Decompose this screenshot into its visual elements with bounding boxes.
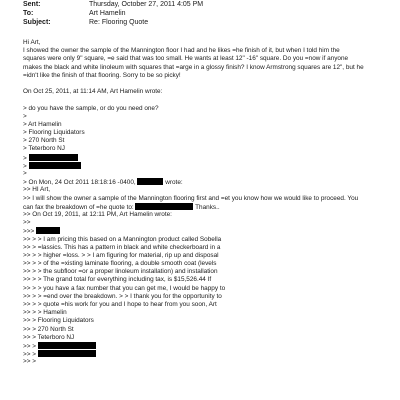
quote-header: On Oct 25, 2011, at 11:14 AM, Art Hamelin wrote:	[23, 88, 163, 96]
on-mon-prefix: > On Mon, 24 Oct 2011 18:18:16 -0400,	[23, 179, 136, 187]
show-line: >> I will show the owner a sample of the Mannington flooring first and =et you know how we would like to proceed. You	[23, 194, 359, 202]
para-line: makes the black and white linoleum with squares that =arge in a glossy finish? I know Armstrong squares are 12", but he	[23, 63, 364, 71]
redaction-box	[29, 154, 78, 161]
redacted-line	[23, 154, 395, 162]
signature-line: > Teterboro NJ	[23, 145, 65, 153]
signature-line: >> > Flooring Liquidators	[23, 317, 94, 325]
subject-value: Re: Flooring Quote	[89, 19, 149, 26]
quoted-line: >> > > the subfloor =or a proper linoleum installation) and installation	[23, 268, 218, 276]
redacted-line	[23, 350, 395, 358]
redaction-box	[38, 350, 96, 357]
to-value: Art Hamelin	[89, 10, 126, 17]
quoted-line: >> > > I am pricing this based on a Mannington product called Sobella	[23, 235, 222, 243]
quoted-line: >> > > =end over the breakdown. > > I thank you for the opportunity to	[23, 292, 222, 300]
signature-line: >> > Teterboro NJ	[23, 333, 75, 341]
quote-marker: >> >	[23, 351, 36, 359]
redaction-box	[36, 227, 60, 234]
quote-marker: >	[23, 112, 27, 120]
fax-prefix: can fax the breakdown of =he quote to:	[23, 203, 134, 211]
quoted-line: >> > > Hamelin	[23, 309, 67, 317]
to-label: To:	[23, 10, 34, 17]
signature-line: > Art Hamelin	[23, 120, 62, 128]
redaction-box	[135, 203, 193, 210]
redaction-box	[137, 178, 163, 185]
subject-label: Subject:	[23, 19, 51, 26]
quote-marker: >	[23, 162, 27, 170]
quoted-line: >> > > you have a fax number that you can get me, I would be happy to	[23, 284, 226, 292]
para-line: I showed the owner the sample of the Mannington floor I had and he likes =he finish of it, but when I told him the	[23, 47, 340, 55]
redacted-line	[23, 162, 395, 170]
oct19-line: >> On Oct 19, 2011, at 12:11 PM, Art Hamelin wrote:	[23, 210, 172, 218]
quoted-line: >> > =lassics. This has a pattern in black and white checkerboard in a	[23, 243, 221, 251]
fax-line	[23, 203, 395, 211]
sent-value: Thursday, October 27, 2011 4:05 PM	[89, 1, 204, 8]
hi-art-line: >> HI Art,	[23, 186, 50, 194]
quote-marker: >	[23, 154, 27, 162]
quoted-line: >> > > The grand total for everything including tax, is $15,526.44 If	[23, 276, 212, 284]
para-line: squares were only 9" square, =e said that was too small. He wants at least 12" -16" square. Do you =now if anyone	[23, 55, 349, 63]
redacted-line	[23, 342, 395, 350]
quoted-line: >> > > of the =xisting laminate flooring, a double smooth coat (levels	[23, 260, 217, 268]
quote-marker: >	[23, 170, 27, 177]
quote-marker: >> >	[23, 358, 36, 366]
quoted-question: > do you have the sample, or do you need one?	[23, 104, 159, 112]
on-mon-line	[23, 178, 395, 186]
redaction-box	[29, 162, 81, 169]
signature-line: > Flooring Liquidators	[23, 129, 85, 137]
sent-label: Sent:	[23, 1, 41, 8]
para-line: =idn't like the finish of that flooring. Sorry to be so picky!	[23, 71, 181, 79]
fax-suffix: Thanks..	[195, 203, 220, 211]
quote-marker: >>>	[23, 228, 35, 236]
quote-marker: >> >	[23, 342, 36, 350]
greeting: Hi Art,	[23, 39, 41, 46]
email-body	[23, 39, 395, 367]
quoted-line: >> > > quote =his work for you and I hope to hear from you soon, Art	[23, 301, 217, 308]
redaction-box	[38, 342, 96, 349]
on-mon-suffix: wrote:	[165, 179, 183, 187]
quoted-line: >> > > higher =loss. > > I am figuring for material, rip up and disposal	[23, 251, 219, 259]
quote-marker: >>	[23, 219, 31, 227]
redacted-line	[23, 227, 395, 235]
signature-line: > 270 North St	[23, 137, 65, 145]
signature-line: >> > 270 North St	[23, 325, 74, 333]
